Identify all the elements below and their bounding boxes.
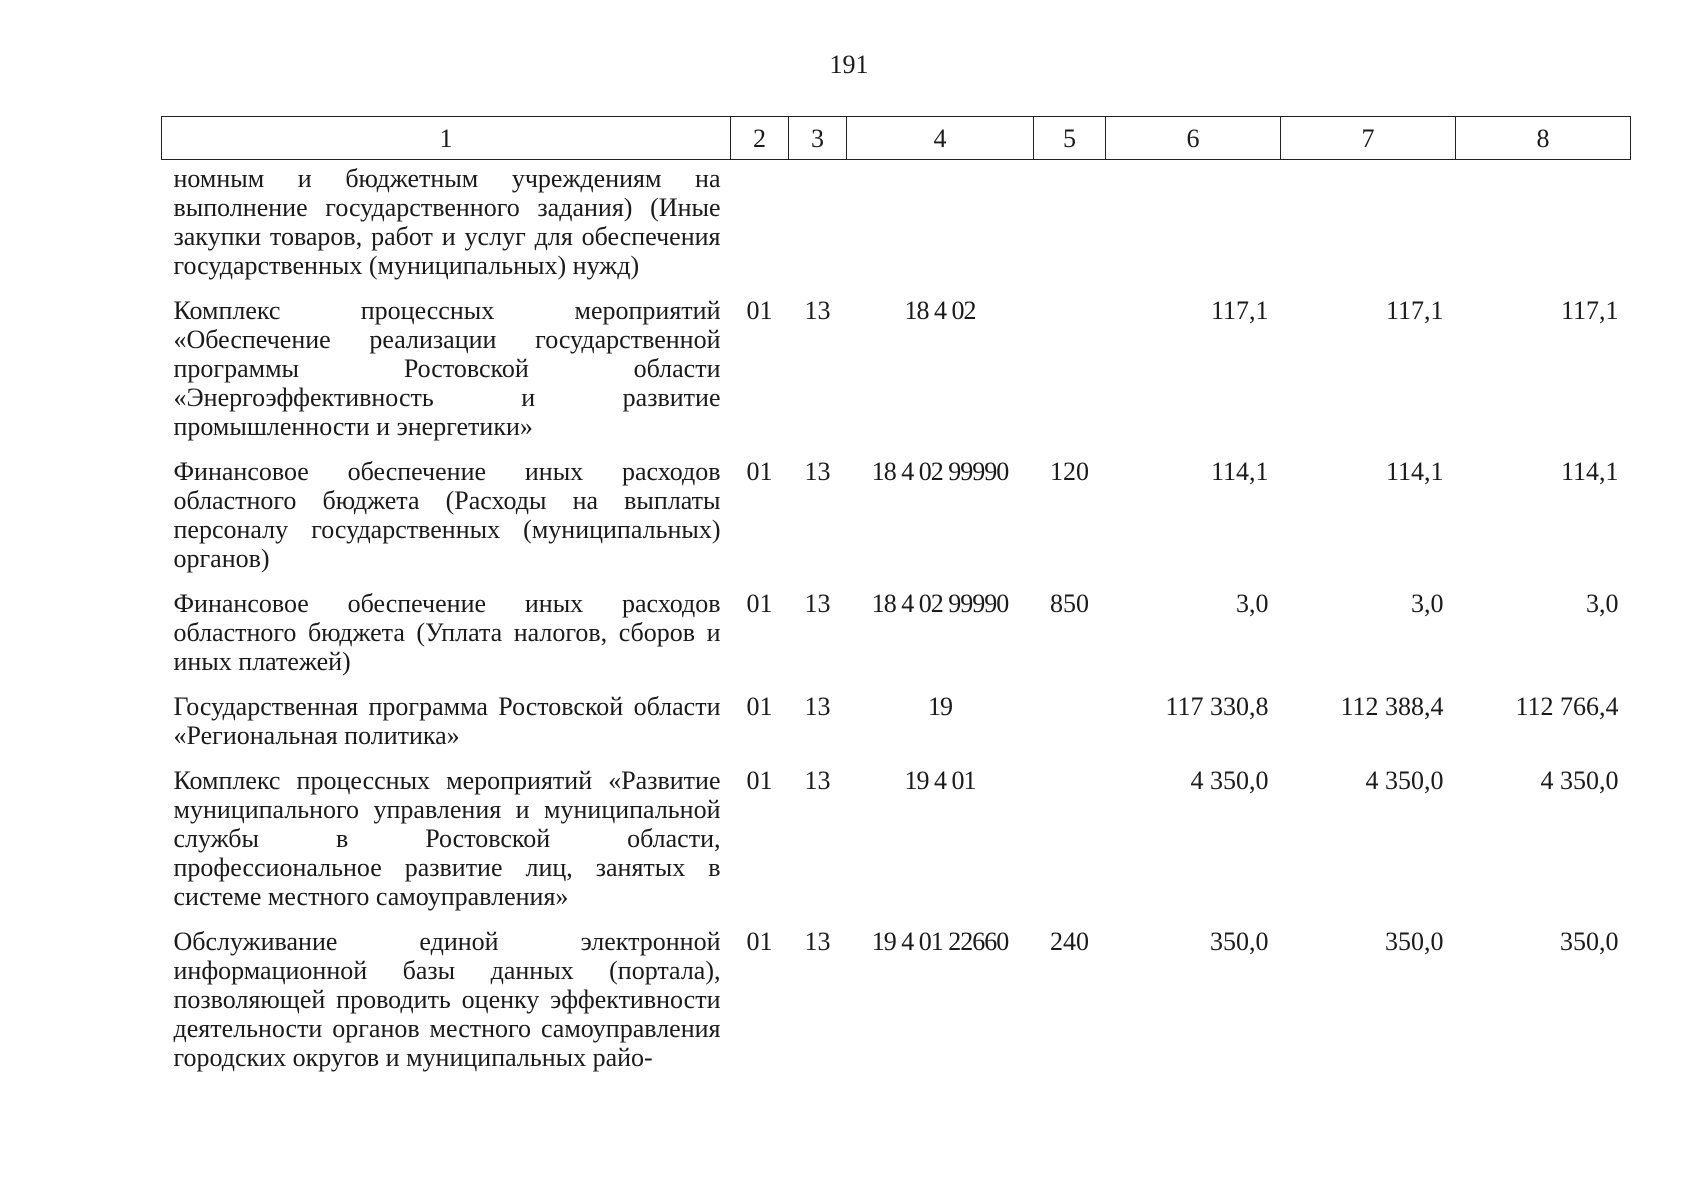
row-expense-type: 240	[1050, 927, 1089, 956]
column-header-2: 2	[731, 117, 789, 160]
header-row	[162, 117, 1631, 160]
row-amount-year-2: 4 350,0	[1365, 766, 1444, 795]
table-row	[162, 290, 1631, 451]
row-section: 01	[746, 296, 773, 325]
row-section	[731, 160, 789, 291]
row-section: 01	[746, 766, 773, 795]
row-target-code	[847, 160, 1034, 291]
row-amount-year-2: 350,0	[1385, 927, 1444, 956]
row-amount-year-3: 112 766,4	[1515, 692, 1619, 721]
row-target-code: 19	[928, 692, 952, 721]
column-header-1: 1	[162, 117, 731, 160]
row-subsection: 13	[804, 296, 831, 325]
row-name: Финансовое обеспечение иных расходов областного бюджета (Уплата налогов, сборов и иных платежей)	[173, 589, 721, 676]
table-row	[162, 686, 1631, 760]
table-row	[162, 760, 1631, 921]
row-subsection: 13	[804, 766, 831, 795]
row-amount-year-1: 4 350,0	[1190, 766, 1269, 795]
row-amount-year-1: 350,0	[1210, 927, 1269, 956]
row-amount-year-1	[1106, 160, 1281, 291]
row-subsection: 13	[804, 692, 831, 721]
row-subsection: 13	[804, 589, 831, 618]
column-header-5: 5	[1034, 117, 1106, 160]
row-amount-year-1: 3,0	[1236, 589, 1269, 618]
column-header-7: 7	[1281, 117, 1456, 160]
table-row	[162, 160, 1631, 291]
page-number: 191	[829, 50, 869, 79]
row-name: номным и бюджетным учреждениям на выполнение государственного задания) (Иные закупки товаров, работ и услуг для обеспечения государственных (муниципальных) нужд)	[173, 164, 721, 280]
row-section: 01	[746, 692, 773, 721]
row-expense-type: 850	[1050, 589, 1089, 618]
row-name: Обслуживание единой электронной информационной базы данных (портала), позволяющей проводить оценку эффективности деятельности органов местного самоуправления городских округов и муниципальных райо-	[173, 927, 721, 1072]
row-target-code: 18 4 02 99990	[871, 457, 1009, 486]
row-amount-year-3: 3,0	[1586, 589, 1619, 618]
row-amount-year-1: 114,1	[1210, 457, 1269, 486]
row-amount-year-3: 350,0	[1560, 927, 1619, 956]
row-amount-year-3: 114,1	[1560, 457, 1619, 486]
row-expense-type	[1034, 760, 1106, 921]
row-amount-year-2: 114,1	[1385, 457, 1444, 486]
row-amount-year-2	[1281, 160, 1456, 291]
table-row	[162, 451, 1631, 583]
row-expense-type: 120	[1050, 457, 1089, 486]
column-header-6: 6	[1106, 117, 1281, 160]
row-expense-type	[1034, 686, 1106, 760]
row-amount-year-3: 4 350,0	[1540, 766, 1619, 795]
row-expense-type	[1034, 290, 1106, 451]
row-expense-type	[1034, 160, 1106, 291]
row-amount-year-3: 117,1	[1560, 296, 1619, 325]
row-section: 01	[746, 589, 773, 618]
row-target-code: 18 4 02 99990	[871, 589, 1009, 618]
row-amount-year-3	[1456, 160, 1631, 291]
row-name: Государственная программа Ростовской области «Региональная политика»	[173, 692, 721, 750]
column-header-3: 3	[789, 117, 847, 160]
row-section: 01	[746, 927, 773, 956]
row-amount-year-2: 117,1	[1385, 296, 1444, 325]
row-subsection	[789, 160, 847, 291]
table-row	[162, 921, 1631, 1082]
table-row	[162, 583, 1631, 686]
row-section: 01	[746, 457, 773, 486]
row-amount-year-2: 3,0	[1411, 589, 1444, 618]
row-amount-year-1: 117,1	[1210, 296, 1269, 325]
row-target-code: 19 4 01	[904, 766, 976, 795]
column-header-8: 8	[1456, 117, 1631, 160]
column-header-4: 4	[847, 117, 1034, 160]
row-amount-year-1: 117 330,8	[1165, 692, 1269, 721]
row-subsection: 13	[804, 457, 831, 486]
row-target-code: 18 4 02	[904, 296, 976, 325]
row-subsection: 13	[804, 927, 831, 956]
budget-table	[161, 116, 1631, 1082]
row-target-code: 19 4 01 22660	[871, 927, 1009, 956]
row-name: Финансовое обеспечение иных расходов областного бюджета (Расходы на выплаты персоналу государственных (муниципальных) органов)	[173, 457, 721, 573]
row-name: Комплекс процессных мероприятий «Развитие муниципального управления и муниципальной службы в Ростовской области, профессиональное развитие лиц, занятых в системе местного самоуправления»	[173, 766, 721, 911]
row-amount-year-2: 112 388,4	[1340, 692, 1444, 721]
row-name: Комплекс процессных мероприятий «Обеспечение реализации государственной программы Ростовской области «Энергоэффективность и развитие промышленности и энергетики»	[173, 296, 721, 441]
